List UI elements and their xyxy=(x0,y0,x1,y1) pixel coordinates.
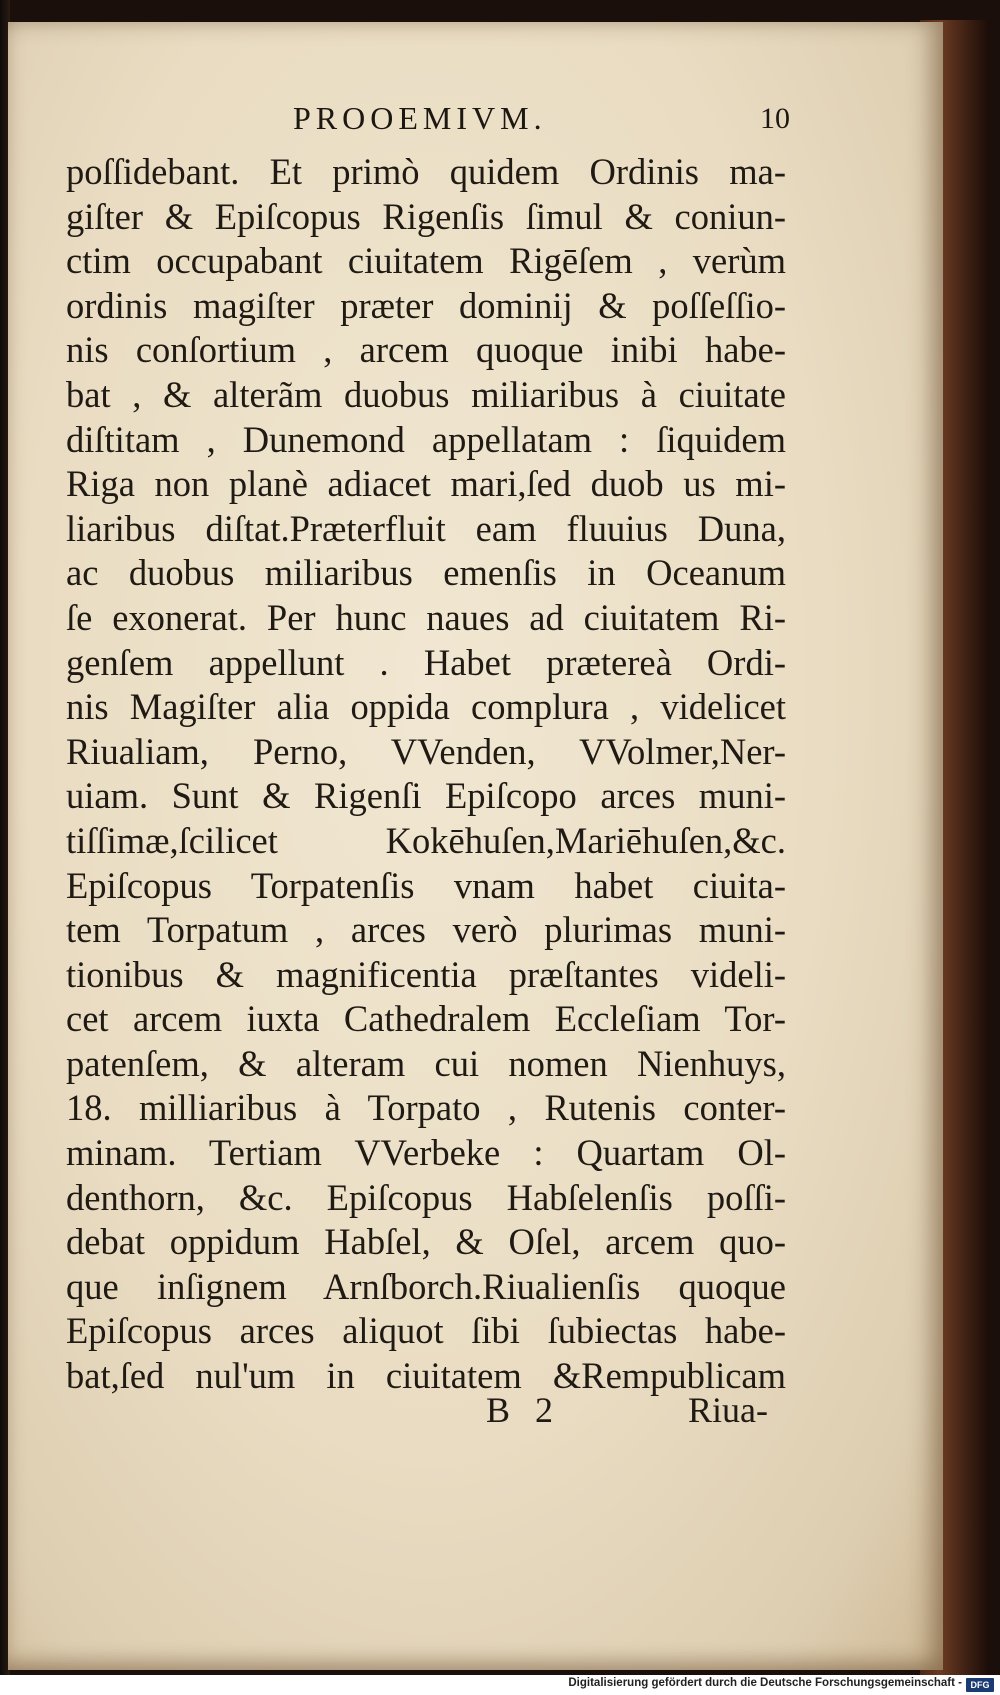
text-line: que inſignem Arnſborch.Riualienſis quoque xyxy=(66,1265,786,1307)
dfg-logo-icon: DFG xyxy=(966,1678,994,1692)
running-head-title: PROOEMIVM. xyxy=(293,100,547,136)
text-line: minam. Tertiam VVerbeke : Quartam Ol- xyxy=(66,1132,786,1174)
text-line: ordinis magiſter præter dominij & poſſeſſio- xyxy=(66,284,786,326)
text-line: liaribus diſtat.Præterfluit eam fluuius Duna, xyxy=(66,507,786,549)
text-line: tem Torpatum , arces verò plurimas muni- xyxy=(66,909,786,951)
text-line: uiam. Sunt & Rigenſi Epiſcopo arces muni- xyxy=(66,775,786,817)
signature-mark: B 2 xyxy=(486,1390,562,1430)
text-line: Riga non planè adiacet mari,ſed duob us mi- xyxy=(66,463,786,505)
text-line: tiſſimæ,ſcilicet Kokēhuſen,Mariēhuſen,&c. xyxy=(66,819,786,861)
catchword: Riua- xyxy=(688,1390,768,1430)
text-line: debat oppidum Habſel, & Oſel, arcem quo- xyxy=(66,1221,786,1263)
text-line: 18. milliaribus à Torpato , Rutenis conter- xyxy=(66,1087,786,1129)
funding-credit: Digitalisierung gefördert durch die Deutsche Forschungsgemeinschaft - xyxy=(568,1677,962,1689)
running-head xyxy=(8,78,943,138)
text-line: tionibus & magnificentia præſtantes videli- xyxy=(66,953,786,995)
text-line: ac duobus miliaribus emenſis in Oceanum xyxy=(66,552,786,594)
text-line: cet arcem iuxta Cathedralem Eccleſiam Tor- xyxy=(66,998,786,1040)
text-line: giſter & Epiſcopus Rigenſis ſimul & coniun- xyxy=(66,195,786,237)
book-page xyxy=(8,22,943,1670)
text-line: Riualiam, Perno, VVenden, VVolmer,Ner- xyxy=(66,730,786,772)
text-line: Epiſcopus Torpatenſis vnam habet ciuita- xyxy=(66,864,786,906)
text-line: ſe exonerat. Per hunc naues ad ciuitatem Ri- xyxy=(66,596,786,638)
text-line: bat,ſed nul'um in ciuitatem &Rempublicam xyxy=(66,1355,786,1397)
text-line: diſtitam , Dunemond appellatam : ſiquidem xyxy=(66,418,786,460)
text-line: denthorn, &c. Epiſcopus Habſelenſis poſſi- xyxy=(66,1176,786,1218)
text-line: Epiſcopus arces aliquot ſibi ſubiectas habe- xyxy=(66,1310,786,1352)
text-line: ctim occupabant ciuitatem Rigēſem , verùm xyxy=(66,240,786,282)
text-line: bat , & alterãm duobus miliaribus à ciuitate xyxy=(66,373,786,415)
body-text xyxy=(66,150,786,1399)
text-line: nis conſortium , arcem quoque inibi habe- xyxy=(66,329,786,371)
text-line: genſem appellunt . Habet prætereà Ordi- xyxy=(66,641,786,683)
footer-bar xyxy=(0,1675,1000,1695)
text-line: nis Magiſter alia oppida complura , videlicet xyxy=(66,686,786,728)
signature-line xyxy=(8,1389,943,1435)
text-line: poſſidebant. Et primò quidem Ordinis ma- xyxy=(66,151,786,192)
page-number: 10 xyxy=(760,102,790,135)
text-line: patenſem, & alteram cui nomen Nienhuys, xyxy=(66,1042,786,1084)
